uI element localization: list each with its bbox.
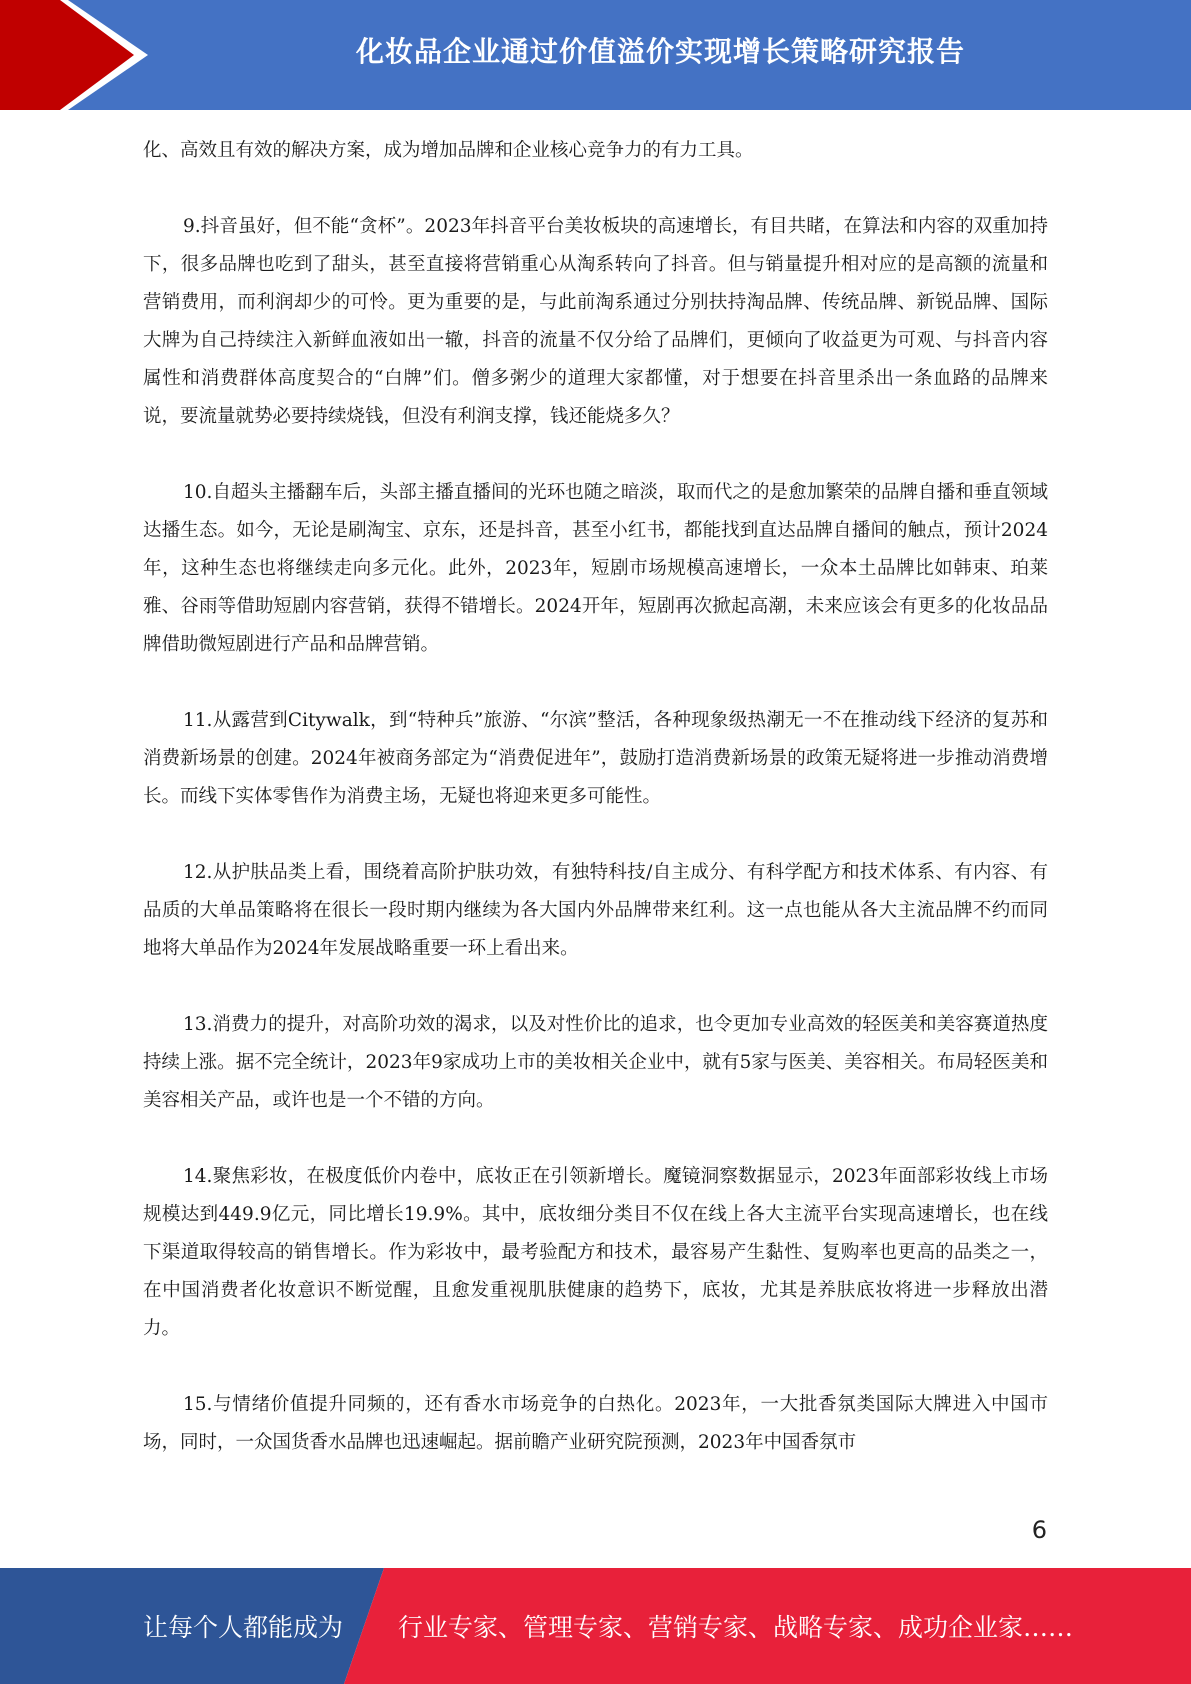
- page-number: 6: [1031, 1516, 1047, 1544]
- paragraph: 化、高效且有效的解决方案，成为增加品牌和企业核心竞争力的有力工具。: [143, 140, 754, 161]
- paragraph: 10.自超头主播翻车后，头部主播直播间的光环也随之暗淡，取而代之的是愈加繁荣的品牌自播和垂直领域达播生态。如今，无论是刷淘宝、京东，还是抖音，甚至小红书，都能找到直达品牌自播间的触点，预计2024年，这种生态也将继续走向多元化。此外，2023年，短剧市场规模高速增长，一众本土品牌比如韩束、珀莱雅、谷雨等借助短剧内容营销，获得不错增长。2024开年，短剧再次掀起高潮，未来应该会有更多的化妆品品牌借助微短剧进行产品和品牌营销。: [143, 482, 1048, 655]
- paragraph: 11.从露营到Citywalk，到“特种兵”旅游、“尔滨”整活，各种现象级热潮无一不在推动线下经济的复苏和消费新场景的创建。2024年被商务部定为“消费促进年”，鼓励打造消费新场景的政策无疑将进一步推动消费增长。而线下实体零售作为消费主场，无疑也将迎来更多可能性。: [143, 710, 1048, 807]
- paragraph: 15.与情绪价值提升同频的，还有香水市场竞争的白热化。2023年，一大批香氛类国际大牌进入中国市场，同时，一众国货香水品牌也迅速崛起。据前瞻产业研究院预测，2023年中国香氛市: [143, 1394, 1048, 1453]
- paragraph: 9.抖音虽好，但不能“贪杯”。2023年抖音平台美妆板块的高速增长，有目共睹，在算法和内容的双重加持下，很多品牌也吃到了甜头，甚至直接将营销重心从淘系转向了抖音。但与销量提升相对应的是高额的流量和营销费用，而利润却少的可怜。更为重要的是，与此前淘系通过分别扶持淘品牌、传统品牌、新锐品牌、国际大牌为自己持续注入新鲜血液如出一辙，抖音的流量不仅分给了品牌们，更倾向了收益更为可观、与抖音内容属性和消费群体高度契合的“白牌”们。僧多粥少的道理大家都懂，对于想要在抖音里杀出一条血路的品牌来说，要流量就势必要持续烧钱，但没有利润支撑，钱还能烧多久？: [143, 216, 1048, 427]
- report-title: 化妆品企业通过价值溢价实现增长策略研究报告: [355, 35, 965, 68]
- page-header: [0, 0, 1191, 110]
- paragraph: 12.从护肤品类上看，围绕着高阶护肤功效，有独特科技/自主成分、有科学配方和技术体系、有内容、有品质的大单品策略将在很长一段时期内继续为各大国内外品牌带来红利。这一点也能从各大主流品牌不约而同地将大单品作为2024年发展战略重要一环上看出来。: [143, 862, 1048, 959]
- header-chevron-icon: [0, 0, 160, 110]
- footer-slogan-left: 让每个人都能成为: [143, 1613, 344, 1642]
- page-footer: [0, 1568, 1191, 1684]
- footer-slogan-right: 行业专家、管理专家、营销专家、战略专家、成功企业家……: [398, 1613, 1074, 1642]
- paragraph: 14.聚焦彩妆，在极度低价内卷中，底妆正在引领新增长。魔镜洞察数据显示，2023年面部彩妆线上市场规模达到449.9亿元，同比增长19.9%。其中，底妆细分类目不仅在线上各大主流平台实现高速增长，也在线下渠道取得较高的销售增长。作为彩妆中，最考验配方和技术，最容易产生黏性、复购率也更高的品类之一，在中国消费者化妆意识不断觉醒，且愈发重视肌肤健康的趋势下，底妆，尤其是养肤底妆将进一步释放出潜力。: [143, 1166, 1048, 1339]
- body-content: [143, 132, 1048, 1462]
- paragraph: 13.消费力的提升，对高阶功效的渴求，以及对性价比的追求，也令更加专业高效的轻医美和美容赛道热度持续上涨。据不完全统计，2023年9家成功上市的美妆相关企业中，就有5家与医美、美容相关。布局轻医美和美容相关产品，或许也是一个不错的方向。: [143, 1014, 1048, 1111]
